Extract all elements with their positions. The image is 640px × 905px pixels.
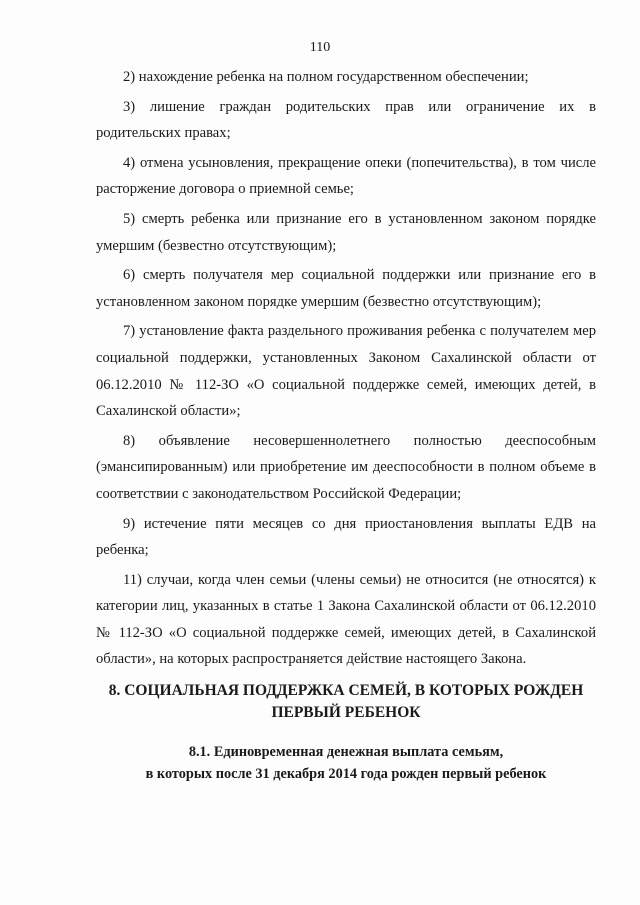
subsection-heading-line-2: в которых после 31 декабря 2014 года рожден первый ребенок — [145, 766, 547, 782]
body-text — [96, 64, 596, 676]
paragraph-item-3: 3) лишение граждан родительских прав или ограничение их в родительских правах; — [96, 98, 596, 142]
paragraph-item-7: 7) установление факта раздельного проживания ребенка с получателем мер социальной поддержки, установленных Законом Сахалинской области от 06.12.2010 № 112-ЗО «О социальной поддержке семей, имеющих детей, в Сахалинской области»; — [96, 323, 596, 420]
paragraph-item-6: 6) смерть получателя мер социальной поддержки или признание его в установленном законом порядке умершим (безвестно отсутствующим); — [96, 267, 596, 310]
section-heading-line-1: 8. СОЦИАЛЬНАЯ ПОДДЕРЖКА СЕМЕЙ, В КОТОРЫХ РОЖДЕН — [108, 682, 584, 699]
subsection-heading — [96, 741, 596, 785]
subsection-heading-line-1: 8.1. Единовременная денежная выплата семьям, — [188, 744, 504, 760]
section-heading — [96, 680, 596, 724]
paragraph-item-4: 4) отмена усыновления, прекращение опеки (попечительства), в том числе расторжение договора о приемной семье; — [96, 154, 596, 198]
paragraph-item-11: 11) случаи, когда член семьи (члены семьи) не относится (не относятся) к категории лиц, указанных в статье 1 Закона Сахалинской области от 06.12.2010 № 112-ЗО «О социальной поддержке семей, имеющих детей, в Сахалинской области», на которых распространяется действие настоящего Закона. — [96, 571, 596, 668]
paragraph-item-2: 2) нахождение ребенка на полном государственном обеспечении; — [123, 69, 529, 85]
paragraph-item-9: 9) истечение пяти месяцев со дня приостановления выплаты ЕДВ на ребенка; — [96, 515, 596, 559]
section-heading-line-2: ПЕРВЫЙ РЕБЕНОК — [271, 704, 421, 721]
paragraph-item-8: 8) объявление несовершеннолетнего полностью дееспособным (эмансипированным) или приобретение им дееспособности в полном объеме в соответствии с законодательством Российской Федерации; — [96, 432, 596, 502]
page-number: 110 — [309, 40, 331, 55]
paragraph-item-5: 5) смерть ребенка или признание его в установленном законом порядке умершим (безвестно отсутствующим); — [96, 210, 596, 254]
